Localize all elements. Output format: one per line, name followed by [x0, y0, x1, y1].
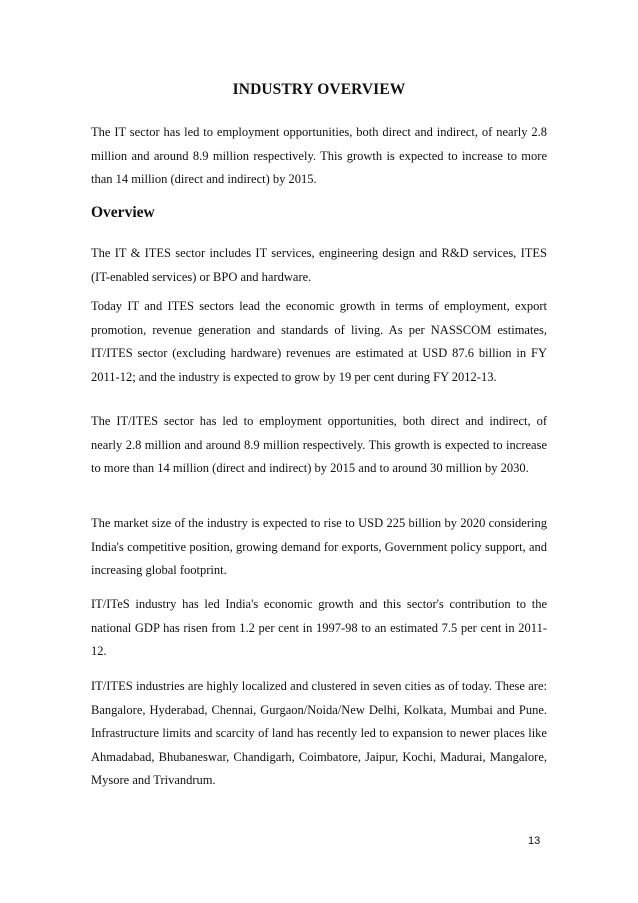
section-heading: Overview	[91, 204, 155, 221]
paragraph-4: The market size of the industry is expected to rise to USD 225 billion by 2020 considering India's competitive position, growing demand for exports, Government policy support, and increasing global footprint.	[91, 516, 547, 577]
paragraph-6: IT/ITES industries are highly localized and clustered in seven cities as of today. These are: Bangalore, Hyderabad, Chennai, Gurgaon/Noida/New Delhi, Kolkata, Mumbai and Pune. Infrastructure limits and scarcity of land has recently led to expansion to newer places like Ahmadabad, Bhubaneswar, Chandigarh, Coimbatore, Jaipur, Kochi, Madurai, Mangalore, Mysore and Trivandrum.	[91, 679, 547, 787]
paragraph-5: IT/ITeS industry has led India's economic growth and this sector's contribution to the national GDP has risen from 1.2 per cent in 1997-98 to an estimated 7.5 per cent in 2011-12.	[91, 597, 547, 658]
paragraph-2: Today IT and ITES sectors lead the economic growth in terms of employment, export promotion, revenue generation and standards of living. As per NASSCOM estimates, IT/ITES sector (excluding hardware) revenues are estimated at USD 87.6 billion in FY 2011-12; and the industry is expected to grow by 19 per cent during FY 2012-13.	[91, 299, 547, 384]
page-number: 13	[528, 835, 541, 847]
paragraph-1: The IT & ITES sector includes IT services, engineering design and R&D services, ITES (IT-enabled services) or BPO and hardware.	[91, 246, 547, 284]
intro-paragraph: The IT sector has led to employment opportunities, both direct and indirect, of nearly 2.8 million and around 8.9 million respectively. This growth is expected to increase to more than 14 million (direct and indirect) by 2015.	[91, 125, 547, 186]
page-title: INDUSTRY OVERVIEW	[232, 81, 406, 98]
paragraph-3: The IT/ITES sector has led to employment opportunities, both direct and indirect, of nearly 2.8 million and around 8.9 million respectively. This growth is expected to increase to more than 14 million (direct and indirect) by 2015 and to around 30 million by 2030.	[91, 414, 547, 475]
